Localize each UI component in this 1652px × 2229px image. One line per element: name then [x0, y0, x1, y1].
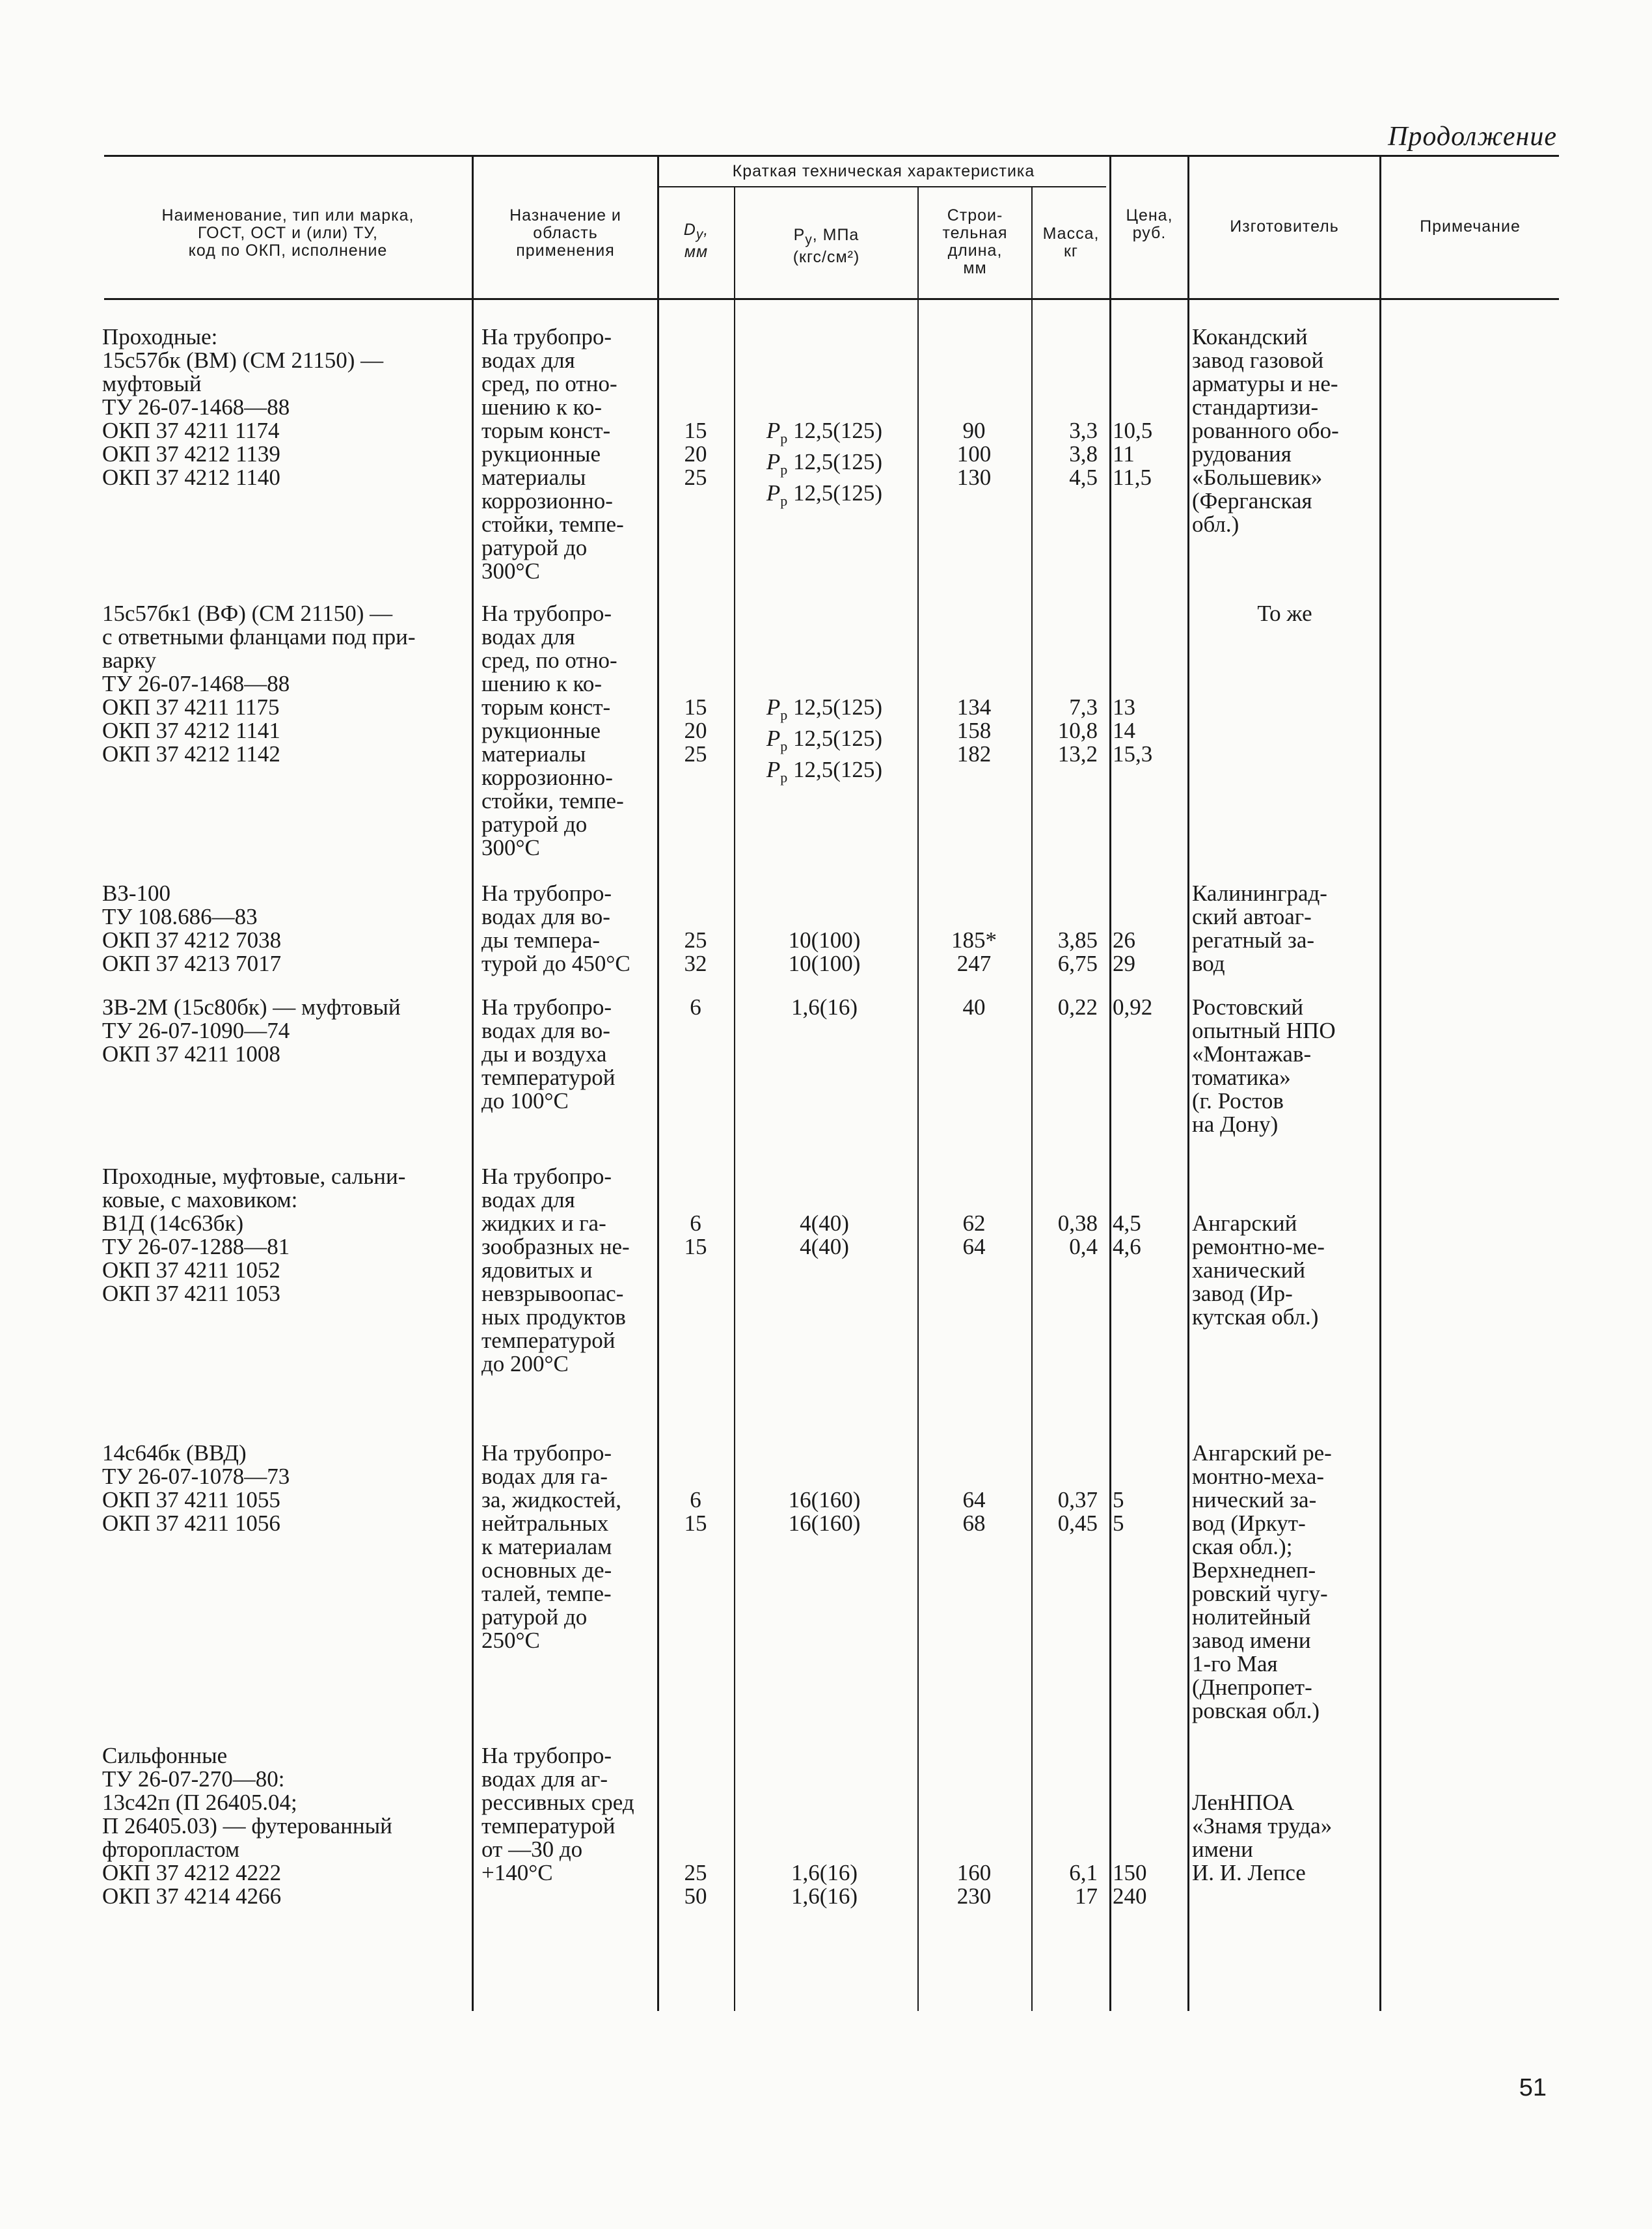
row-2-price: 13 14 15,3	[1113, 694, 1153, 767]
body-col-sep-7	[1187, 299, 1189, 2011]
row-1-price: 10,5 11 11,5	[1113, 418, 1153, 490]
row-7-mass: 6,1 17	[1069, 1860, 1098, 1909]
spec-group-rule	[657, 186, 1106, 187]
row-1-py: $P_р$ 12,5(125) $P_р$ 12,5(125) $P_р$ 12,5(125)	[766, 418, 883, 509]
row-2-purpose: На трубопро- водах для сред, по отно- шению к ко- торым конст- рукционные материалы коррозионно- стойки, темпе- ратурой до 300°С	[481, 601, 624, 860]
body-col-sep-1	[472, 299, 474, 2011]
header-note: Примечание	[1420, 217, 1521, 236]
col-sep-1	[472, 156, 474, 298]
row-7-purpose: На трубопро- водах для аг- рессивных сред температурой от —30 до +140°С	[481, 1743, 634, 1885]
row-4-purpose: На трубопро- водах для во- ды и воздуха температурой до 100°С	[481, 994, 616, 1114]
continuation-label: Продолжение	[1388, 122, 1557, 152]
header-bottom-rule	[104, 298, 1559, 300]
body-col-sep-5	[1031, 299, 1033, 2011]
row-3-price: 26 29	[1113, 927, 1135, 976]
row-5-purpose: На трубопро- водах для жидких и га- зообразных не- ядовитых и невзрывоопас- ных продуктов температурой до 200°С	[481, 1164, 630, 1376]
row-3-purpose: На трубопро- водах для во- ды темпера- турой до 450°С	[481, 881, 630, 976]
header-dy: $D_y$, мм	[683, 221, 709, 261]
row-2-dy: 15 20 25	[684, 694, 707, 767]
row-6-length: 64 68	[962, 1487, 986, 1536]
row-3-maker: Калининград- ский автоаг- регатный за- вод	[1192, 881, 1327, 976]
row-6-name: 14с64бк (ВВД) ТУ 26-07-1078—73 ОКП 37 4211 1055 ОКП 37 4211 1056	[102, 1440, 290, 1536]
row-4-maker: Ростовский опытный НПО «Монтажав- томатика» (г. Ростов на Дону)	[1192, 994, 1336, 1137]
row-2-mass: 7,3 10,8 13,2	[1057, 694, 1098, 767]
row-6-mass: 0,37 0,45	[1057, 1487, 1098, 1536]
top-rule	[104, 155, 1559, 157]
row-3-dy: 25 32	[684, 927, 707, 976]
row-2-maker: То же	[1257, 601, 1312, 626]
body-col-sep-6	[1109, 299, 1111, 2011]
row-1-purpose: На трубопро- водах для сред, по отно- шению к ко- торым конст- рукционные материалы коррозионно- стойки, темпе- ратурой до 300°С	[481, 324, 624, 584]
body-col-sep-3	[734, 299, 735, 2011]
header-py: $P_y$, МПа (кгс/см²)	[792, 226, 860, 266]
row-1-maker: Кокандский завод газовой арматуры и не- стандартизи- рованного обо- рудования «Большевик» (Ферганская обл.)	[1192, 324, 1339, 537]
row-5-py: 4(40) 4(40)	[800, 1210, 849, 1259]
row-1-mass: 3,3 3,8 4,5	[1069, 418, 1098, 490]
row-4-price: 0,92	[1113, 994, 1153, 1020]
row-7-dy: 25 50	[684, 1860, 707, 1909]
row-5-price: 4,5 4,6	[1113, 1210, 1141, 1259]
row-4-length: 40	[962, 994, 986, 1020]
row-6-dy: 6 15	[684, 1487, 707, 1536]
row-3-py: 10(100) 10(100)	[788, 927, 861, 976]
row-2-py: $P_р$ 12,5(125) $P_р$ 12,5(125) $P_р$ 12,5(125)	[766, 694, 883, 786]
body-col-sep-2	[657, 299, 659, 2011]
header-price: Цена, руб.	[1126, 206, 1173, 242]
row-2-name: 15с57бк1 (ВФ) (СМ 21150) — с ответными фланцами под при- варку ТУ 26-07-1468—88 ОКП 37 4211 1175 ОКП 37 4212 1141 ОКП 37 4212 1142	[102, 601, 416, 767]
row-5-name: Проходные, муфтовые, сальни- ковые, с маховиком: В1Д (14с63бк) ТУ 26-07-1288—81 ОКП 37 4211 1052 ОКП 37 4211 1053	[102, 1164, 406, 1306]
row-4-py: 1,6(16)	[791, 994, 858, 1020]
row-5-dy: 6 15	[684, 1210, 707, 1259]
row-1-name: Проходные: 15с57бк (ВМ) (СМ 21150) — муфтовый ТУ 26-07-1468—88 ОКП 37 4211 1174 ОКП 37 4212 1139 ОКП 37 4212 1140	[102, 324, 384, 490]
row-4-dy: 6	[690, 994, 701, 1020]
header-brief-spec: Краткая техническая характеристика	[732, 162, 1035, 180]
row-5-length: 62 64	[962, 1210, 986, 1259]
row-1-length: 90 100 130	[956, 418, 992, 490]
header-maker: Изготовитель	[1230, 217, 1339, 236]
row-5-mass: 0,38 0,4	[1057, 1210, 1098, 1259]
header-name: Наименование, тип или марка, ГОСТ, ОСТ и (или) ТУ, код по ОКП, исполнение	[161, 206, 414, 260]
row-7-maker: ЛенНПОА «Знамя труда» имени И. И. Лепсе	[1192, 1790, 1333, 1885]
row-3-length: 185* 247	[951, 927, 997, 976]
row-7-name: Сильфонные ТУ 26-07-270—80: 13с42п (П 26405.04; П 26405.03) — футерованный фторопластом ОКП 37 4212 4222 ОКП 37 4214 4266	[102, 1743, 392, 1909]
row-3-mass: 3,85 6,75	[1057, 927, 1098, 976]
row-7-py: 1,6(16) 1,6(16)	[791, 1860, 858, 1909]
body-col-sep-8	[1379, 299, 1381, 2011]
row-6-purpose: На трубопро- водах для га- за, жидкостей, нейтральных к материалам основных де- талей, темпе- ратурой до 250°С	[481, 1440, 622, 1653]
row-4-name: ЗВ-2М (15с80бк) — муфтовый ТУ 26-07-1090—74 ОКП 37 4211 1008	[102, 994, 401, 1067]
header-purpose: Назначение и область применения	[509, 206, 621, 260]
row-1-dy: 15 20 25	[684, 418, 707, 490]
header-length: Строи- тельная длина, мм	[942, 206, 1008, 277]
row-5-maker: Ангарский ремонтно-ме- ханический завод (Ир- кутская обл.)	[1192, 1210, 1325, 1330]
row-3-name: ВЗ-100 ТУ 108.686—83 ОКП 37 4212 7038 ОКП 37 4213 7017	[102, 881, 282, 976]
body-col-sep-4	[917, 299, 919, 2011]
header-mass: Масса, кг	[1042, 225, 1100, 260]
page-number: 51	[1519, 2074, 1547, 2101]
row-6-py: 16(160) 16(160)	[788, 1487, 861, 1536]
row-4-mass: 0,22	[1057, 994, 1098, 1020]
row-6-maker: Ангарский ре- монтно-меха- нический за- вод (Иркут- ская обл.); Верхнеднеп- ровский чугу- нолитейный завод имени 1-го Мая (Днепропет- ровская обл.)	[1192, 1440, 1332, 1723]
row-7-length: 160 230	[956, 1860, 992, 1909]
row-2-length: 134 158 182	[956, 694, 992, 767]
row-7-price: 150 240	[1113, 1860, 1147, 1909]
row-6-price: 5 5	[1113, 1487, 1124, 1536]
